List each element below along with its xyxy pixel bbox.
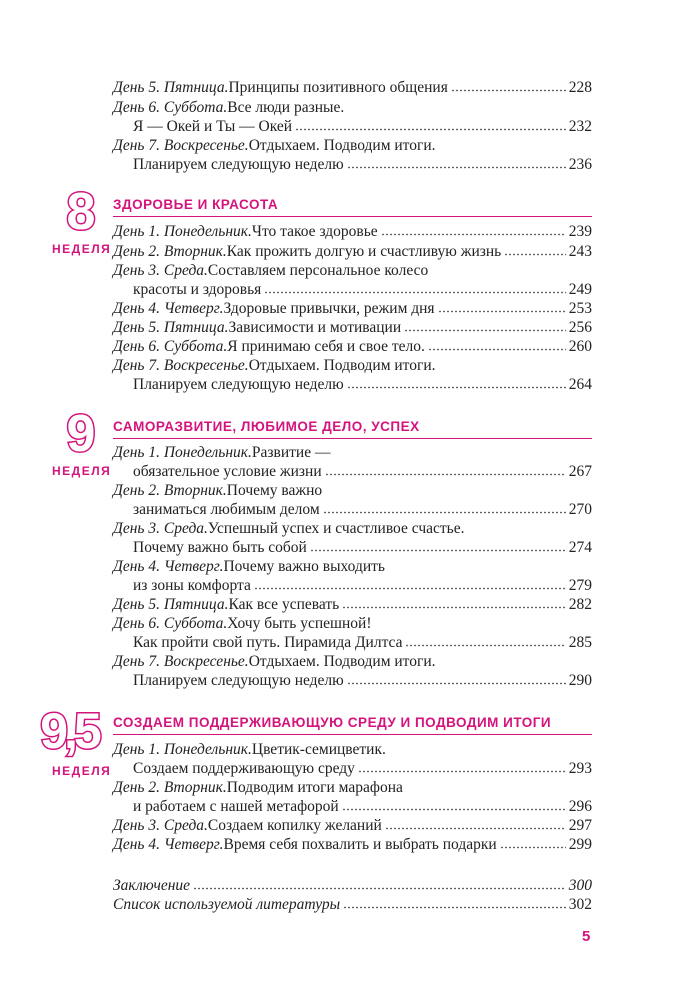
week-label: НЕДЕЛЯ bbox=[52, 764, 112, 778]
day-label: День 5. Пятница. bbox=[113, 596, 229, 613]
entry-text: Я принимаю себя и свое тело. bbox=[227, 338, 425, 355]
leader-dots bbox=[451, 78, 566, 92]
entry-text: Почему важно bbox=[226, 482, 323, 499]
entry-text: Отдыхаем. Подводим итоги. bbox=[248, 137, 436, 154]
page-ref: 239 bbox=[568, 223, 592, 240]
entry-continuation: обязательное условие жизни bbox=[133, 463, 322, 480]
week-label: НЕДЕЛЯ bbox=[52, 242, 112, 256]
toc-entry bbox=[113, 595, 592, 614]
day-label: День 6. Суббота. bbox=[113, 99, 228, 116]
entry-text: Принципы позитивного общения bbox=[228, 79, 448, 96]
entry-continuation: Я — Окей и Ты — Окей bbox=[133, 118, 293, 135]
toc-entry bbox=[113, 78, 592, 97]
toc-entry bbox=[113, 778, 592, 816]
leader-dots bbox=[325, 462, 566, 476]
entry-continuation: из зоны комфорта bbox=[133, 577, 251, 594]
day-label: День 5. Пятница. bbox=[113, 79, 229, 96]
leader-dots bbox=[193, 876, 566, 890]
day-label: День 3. Среда. bbox=[113, 520, 208, 537]
day-label: День 7. Воскресенье. bbox=[113, 653, 249, 670]
entry-text: Цветик-семицветик. bbox=[251, 741, 386, 758]
leader-dots bbox=[310, 538, 566, 552]
leader-dots bbox=[381, 222, 566, 236]
page-ref: 270 bbox=[568, 501, 592, 518]
leader-dots bbox=[358, 759, 566, 773]
toc-entry bbox=[113, 299, 592, 318]
entry-text: Отдыхаем. Подводим итоги. bbox=[248, 653, 436, 670]
day-label: День 4. Четверг. bbox=[113, 836, 224, 853]
day-label: День 5. Пятница. bbox=[113, 319, 229, 336]
entry-text: Составляем персональное колесо bbox=[207, 262, 429, 279]
leader-dots bbox=[254, 576, 566, 590]
day-label: День 1. Понедельник. bbox=[113, 223, 252, 240]
entry-continuation: Планируем следующую неделю bbox=[133, 672, 344, 689]
week-label: НЕДЕЛЯ bbox=[52, 464, 112, 478]
entry-text: Здоровые привычки, режим дня bbox=[223, 300, 435, 317]
day-label: День 4. Четверг. bbox=[113, 558, 224, 575]
page-number: 5 bbox=[582, 928, 591, 945]
day-label: День 3. Среда. bbox=[113, 817, 208, 834]
page-ref: 260 bbox=[568, 338, 592, 355]
week-number: 9,5 bbox=[40, 703, 98, 759]
entry-continuation: Планируем следующую неделю bbox=[133, 156, 344, 173]
toc-entry bbox=[113, 242, 592, 261]
entry-text: Как прожить долгую и счастливую жизнь bbox=[226, 243, 502, 260]
toc-entry bbox=[113, 318, 592, 337]
section-title: СОЗДАЕМ ПОДДЕРЖИВАЮЩУЮ СРЕДУ И ПОДВОДИМ ИТОГИ bbox=[113, 714, 592, 735]
toc-entry-conclusion bbox=[113, 876, 592, 895]
leader-dots bbox=[404, 318, 566, 332]
day-label: День 7. Воскресенье. bbox=[113, 137, 249, 154]
toc-entry bbox=[113, 519, 592, 557]
day-label: День 2. Вторник. bbox=[113, 482, 227, 499]
page-ref: 236 bbox=[568, 156, 592, 173]
day-label: День 1. Понедельник. bbox=[113, 444, 252, 461]
entry-continuation: красоты и здоровья bbox=[133, 281, 262, 298]
leader-dots bbox=[323, 500, 566, 514]
page-ref: 293 bbox=[568, 760, 592, 777]
entry-text: Зависимости и мотивации bbox=[228, 319, 402, 336]
toc-entry bbox=[113, 835, 592, 854]
leader-dots bbox=[343, 895, 566, 909]
leader-dots bbox=[385, 816, 566, 830]
toc-entry bbox=[113, 652, 592, 690]
page-ref: 282 bbox=[568, 596, 592, 613]
page-ref: 290 bbox=[568, 672, 592, 689]
leader-dots bbox=[347, 375, 566, 389]
bibliography-label: Список используемой литературы bbox=[113, 896, 341, 913]
toc-entry bbox=[113, 614, 592, 652]
entry-text: Развитие — bbox=[251, 444, 331, 461]
page-ref: 267 bbox=[568, 463, 592, 480]
toc-entry bbox=[113, 740, 592, 778]
leader-dots bbox=[500, 835, 566, 849]
entry-continuation: Почему важно быть собой bbox=[133, 539, 307, 556]
entry-continuation: заниматься любимым делом bbox=[133, 501, 320, 518]
page-ref: 228 bbox=[568, 79, 592, 96]
toc-entry bbox=[113, 337, 592, 356]
toc-entry bbox=[113, 136, 592, 174]
leader-dots bbox=[264, 280, 565, 294]
page-ref: 274 bbox=[568, 539, 592, 556]
entry-text: Как все успевать bbox=[228, 596, 340, 613]
page-ref: 232 bbox=[568, 118, 592, 135]
section-title: САМОРАЗВИТИЕ, ЛЮБИМОЕ ДЕЛО, УСПЕХ bbox=[113, 418, 592, 439]
toc-entry bbox=[113, 816, 592, 835]
page-ref: 243 bbox=[568, 243, 592, 260]
toc-entry bbox=[113, 98, 592, 136]
entry-text: Что такое здоровье bbox=[251, 223, 378, 240]
day-label: День 6. Суббота. bbox=[113, 338, 228, 355]
leader-dots bbox=[342, 595, 566, 609]
leader-dots bbox=[342, 797, 566, 811]
leader-dots bbox=[347, 671, 566, 685]
page-ref: 299 bbox=[568, 836, 592, 853]
leader-dots bbox=[405, 633, 565, 647]
entry-text: Время себя похвалить и выбрать подарки bbox=[223, 836, 497, 853]
entry-text: Почему важно выходить bbox=[223, 558, 385, 575]
toc-entry bbox=[113, 557, 592, 595]
day-label: День 3. Среда. bbox=[113, 262, 208, 279]
toc-entry bbox=[113, 261, 592, 299]
entry-continuation: Как пройти свой путь. Пирамида Дилтса bbox=[133, 634, 403, 651]
day-label: День 1. Понедельник. bbox=[113, 741, 252, 758]
leader-dots bbox=[295, 117, 566, 131]
page-ref: 302 bbox=[568, 896, 592, 913]
entry-continuation: и работаем с нашей метафорой bbox=[133, 798, 339, 815]
entry-text: Успешный успех и счастливое счастье. bbox=[207, 520, 465, 537]
leader-dots bbox=[504, 242, 565, 256]
week-number: 9 bbox=[66, 405, 96, 463]
toc-entry bbox=[113, 443, 592, 481]
leader-dots bbox=[438, 299, 566, 313]
toc-entry bbox=[113, 356, 592, 394]
section-title: ЗДОРОВЬЕ И КРАСОТА bbox=[113, 196, 592, 217]
page-ref: 285 bbox=[568, 634, 592, 651]
entry-text: Хочу быть успешной! bbox=[227, 615, 372, 632]
entry-text: Создаем копилку желаний bbox=[207, 817, 382, 834]
entry-text: Подводим итоги марафона bbox=[226, 779, 403, 796]
page-ref: 300 bbox=[568, 877, 592, 894]
page-ref: 264 bbox=[568, 376, 592, 393]
entry-text: Все люди разные. bbox=[227, 99, 345, 116]
toc-entry bbox=[113, 222, 592, 241]
page-ref: 253 bbox=[568, 300, 592, 317]
entry-continuation: Планируем следующую неделю bbox=[133, 376, 344, 393]
leader-dots bbox=[428, 337, 566, 351]
toc-entry bbox=[113, 481, 592, 519]
page-ref: 296 bbox=[568, 798, 592, 815]
entry-text: Отдыхаем. Подводим итоги. bbox=[248, 357, 436, 374]
page-ref: 256 bbox=[568, 319, 592, 336]
day-label: День 2. Вторник. bbox=[113, 243, 227, 260]
toc-entry-bibliography bbox=[113, 895, 592, 914]
conclusion-label: Заключение bbox=[113, 877, 191, 894]
entry-continuation: Создаем поддерживающую среду bbox=[133, 760, 355, 777]
leader-dots bbox=[347, 155, 566, 169]
page-ref: 279 bbox=[568, 577, 592, 594]
page-ref: 297 bbox=[568, 817, 592, 834]
week-number: 8 bbox=[66, 183, 96, 241]
day-label: День 7. Воскресенье. bbox=[113, 357, 249, 374]
day-label: День 2. Вторник. bbox=[113, 779, 227, 796]
day-label: День 6. Суббота. bbox=[113, 615, 228, 632]
day-label: День 4. Четверг. bbox=[113, 300, 224, 317]
page-ref: 249 bbox=[568, 281, 592, 298]
